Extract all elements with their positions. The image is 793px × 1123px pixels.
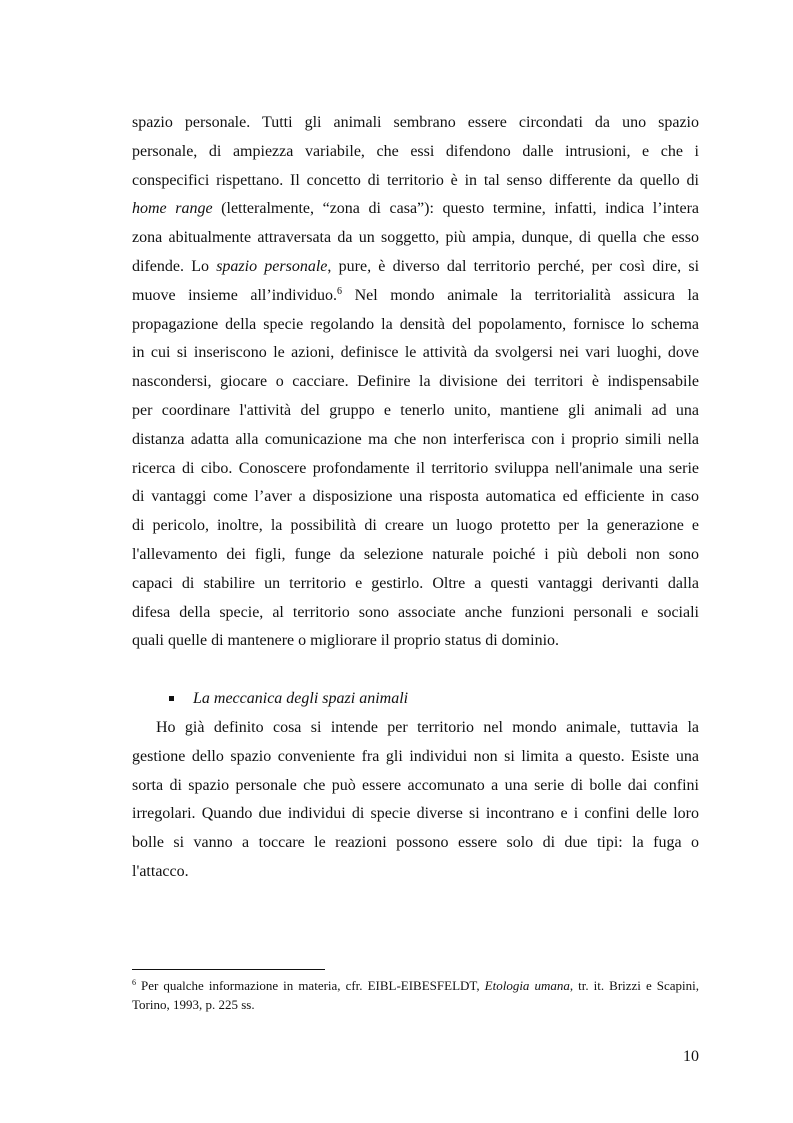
text-span: muove insieme all’individuo.: [132, 286, 338, 304]
text-span: ,: [367, 257, 372, 275]
footnote-marker: 6: [132, 978, 136, 987]
text-span: Per qualche informazione in materia, cfr. EIBL-EIBESFELDT,: [136, 978, 485, 993]
text-line: [132, 282, 699, 311]
italic-term: spazio personale: [216, 257, 328, 275]
section-title: La meccanica degli spazi animali: [193, 690, 409, 708]
section-heading: [132, 685, 699, 714]
text-line: [132, 195, 699, 224]
text-line: spazio personale. Tutti gli animali sembrano essere circondati da uno spazio: [132, 114, 699, 131]
text-line: propagazione della specie regolando la densità del popolamento, fornisce lo schema: [132, 315, 699, 333]
footnote: [132, 976, 699, 1014]
text-line: in cui si inseriscono le azioni, definisce le attività da svolgersi nei vari luoghi, dove: [132, 344, 699, 362]
page-number: 10: [683, 1048, 699, 1065]
text-line: l'attacco.: [132, 862, 189, 880]
text-line: nascondersi, giocare o cacciare. Definire la divisione dei territori è indispensabile: [132, 373, 699, 391]
text-line: di vantaggi come l’aver a disposizione una risposta automatica ed efficiente in caso: [132, 488, 699, 506]
footnote-ref: 6: [337, 285, 343, 297]
text-line: l'allevamento dei figli, funge da selezione naturale poiché i più deboli non sono: [132, 545, 699, 563]
text-line: bolle si vanno a toccare le reazioni possono essere solo di due tipi: la fuga o: [132, 834, 699, 852]
text-line: [132, 253, 699, 282]
text-line: irregolari. Quando due individui di specie diverse si incontrano e i confini delle loro: [132, 805, 699, 823]
text-span: Nel mondo animale la territorialità assicura la: [342, 286, 700, 304]
text-span: (letteralmente, “zona di casa”): questo termine, infatti, indica l’intera: [212, 200, 699, 218]
text-line: gestione dello spazio conveniente fra gli individui non si limita a questo. Esiste una: [132, 747, 699, 765]
footnote-divider: [132, 969, 325, 970]
text-span: , tr. it. Brizzi e Scapini,: [569, 978, 699, 993]
text-line: Ho già definito cosa si intende per territorio nel mondo animale, tuttavia la: [156, 718, 699, 736]
italic-term: home range: [132, 200, 213, 218]
text-span: è diverso dal territorio perché, per così dire, si: [371, 257, 700, 275]
text-span: difende. Lo: [132, 257, 217, 275]
italic-title: Etologia umana: [484, 978, 570, 993]
text-line: zona abitualmente attraversata da un soggetto, più ampia, dunque, di quella che esso: [132, 229, 699, 247]
text-span: , pure: [327, 257, 368, 275]
text-line: difesa della specie, al territorio sono associate anche funzioni personali e sociali: [132, 603, 699, 621]
text-line: capaci di stabilire un territorio e gestirlo. Oltre a questi vantaggi derivanti dalla: [132, 574, 699, 592]
text-line: di pericolo, inoltre, la possibilità di creare un luogo protetto per la generazione e: [132, 517, 699, 535]
footnote-line: Torino, 1993, p. 225 ss.: [132, 997, 255, 1012]
page-body: [132, 109, 699, 887]
footnote-line: [132, 976, 699, 995]
text-line: personale, di ampiezza variabile, che essi difendono dalle intrusioni, e che i: [132, 142, 699, 160]
text-line: per coordinare l'attività del gruppo e tenerlo unito, mantiene gli animali ad una: [132, 401, 699, 419]
text-line: quali quelle di mantenere o migliorare il proprio status di dominio.: [132, 632, 560, 650]
text-line: distanza adatta alla comunicazione ma che non interferisca con i proprio simili nella: [132, 430, 699, 448]
text-line: sorta di spazio personale che può essere accomunato a una serie di bolle dai confini: [132, 776, 699, 794]
square-bullet-icon: [169, 696, 174, 701]
paragraph-territory: [132, 109, 699, 656]
paragraph-mechanics: [132, 714, 699, 887]
text-line: ricerca di cibo. Conoscere profondamente il territorio sviluppa nell'animale una serie: [132, 459, 699, 477]
text-line: conspecifici rispettano. Il concetto di territorio è in tal senso differente da quello di: [132, 171, 699, 189]
